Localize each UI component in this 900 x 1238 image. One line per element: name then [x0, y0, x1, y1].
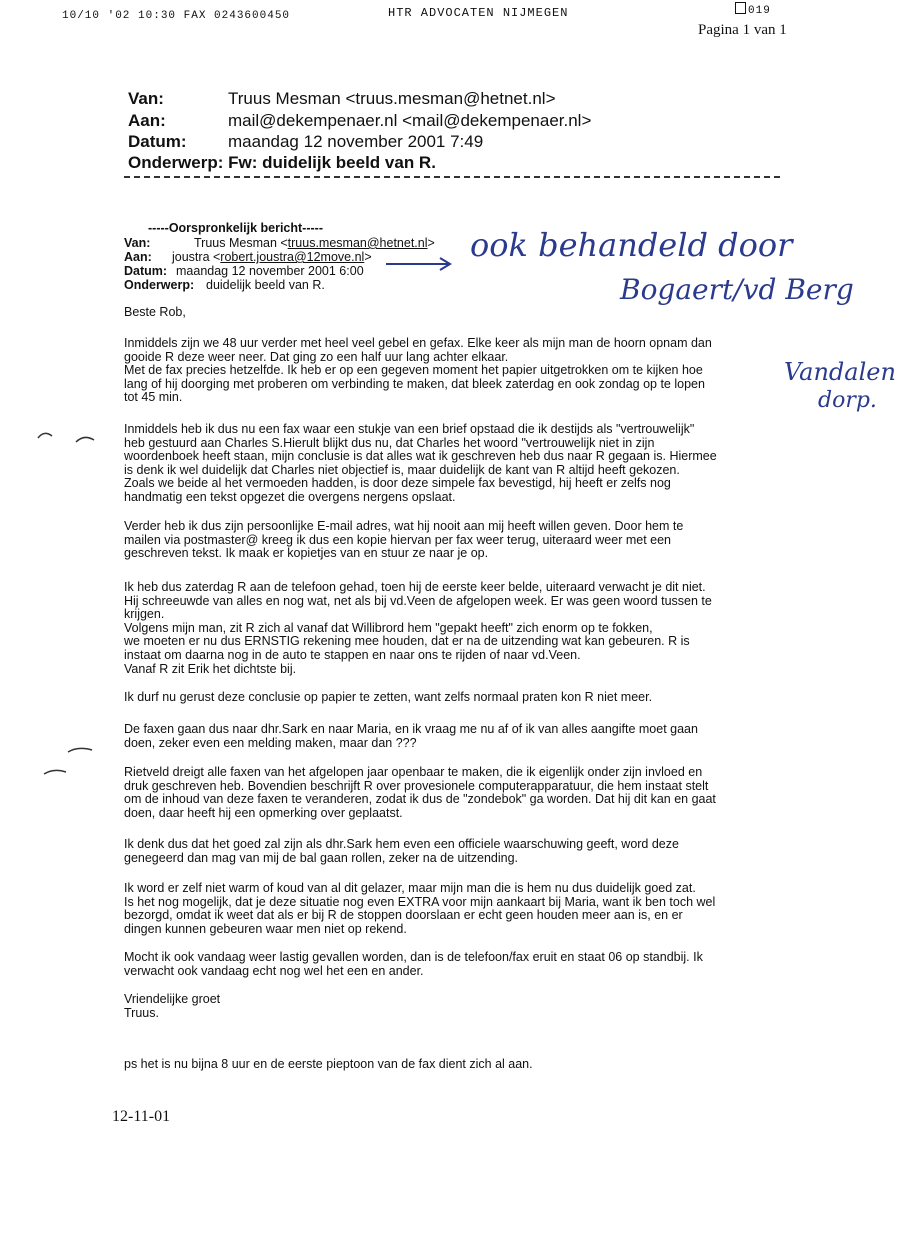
email-subject: Onderwerp: Fw: duidelijk beeld van R. — [128, 153, 436, 172]
paragraph-line: woordenboek heeft staan, mijn conclusie is dat alles wat ik geschreven heb dus naar R gegaan is. Hiermee — [124, 449, 717, 464]
paragraph-6 — [124, 723, 784, 750]
paragraph-line: Met de fax precies hetzelfde. Ik heb er op een gegeven moment het papier uitgetrokken om te kijken hoe — [124, 363, 703, 378]
original-from-end: > — [427, 236, 435, 250]
original-from — [194, 236, 435, 250]
paragraph-8 — [124, 838, 784, 865]
greeting — [124, 306, 784, 320]
postscript — [124, 1058, 784, 1072]
paragraph-1 — [124, 337, 784, 405]
fax-sender: HTR ADVOCATEN NIJMEGEN — [388, 6, 569, 20]
fax-page-number — [735, 2, 771, 17]
paragraph-line: Inmiddels zijn we 48 uur verder met heel veel gebel en gefax. Elke keer als mijn man de hoorn opnam dan — [124, 336, 712, 350]
margin-mark-icon — [66, 744, 96, 758]
paragraph-line: Ik heb dus zaterdag R aan de telefoon gehad, toen hij de eerste keer belde, uiteraard verwacht je dit niet. — [124, 580, 706, 594]
paragraph-3 — [124, 520, 784, 561]
original-to-name: joustra < — [172, 250, 221, 264]
paragraph-line: Zoals we beide al het vermoeden hadden, is door deze simpele fax bevestigd, hij heeft er zelfs nog — [124, 476, 671, 491]
paragraph-line: Is het nog mogelijk, dat je deze situatie nog even EXTRA voor mijn aankaart bij Maria, want ik ben toch wel — [124, 894, 716, 909]
paragraph-line: instaat om daarna nog in de auto te stappen en naar ons te rijden of naar vd.Veen. — [124, 647, 581, 662]
margin-mark-icon — [36, 426, 96, 450]
paragraph-line: verwacht ook vandaag echt nog wel het een en ander. — [124, 963, 424, 978]
handwritten-note-3: Vandalen — [784, 358, 896, 386]
header-divider — [124, 176, 780, 178]
closing — [124, 993, 784, 1020]
postscript-text: ps het is nu bijna 8 uur en de eerste pieptoon van de fax dient zich al aan. — [124, 1057, 533, 1071]
paragraph-line: mailen via postmaster@ kreeg ik dus een kopie hiervan per fax weer terug, uiteraard weer met een — [124, 532, 671, 547]
paragraph-10 — [124, 951, 784, 978]
paragraph-line: Vanaf R zit Erik het dichtste bij. — [124, 661, 297, 676]
signature: Truus. — [124, 1005, 159, 1020]
paragraph-2 — [124, 423, 784, 505]
fax-page-number-text: 019 — [748, 5, 771, 17]
paragraph-line: Hij schreeuwde van alles en nog wat, net als bij vd.Veen de afgelopen week. Er was geen woord tussen te — [124, 593, 712, 608]
paragraph-line: Ik word er zelf niet warm of koud van al dit gelazer, maar mijn man die is hem nu dus duidelijk goed zat. — [124, 881, 696, 895]
paragraph-line: Volgens mijn man, zit R zich al vanaf dat Willibrord hem "gepakt heeft" zich enorm op te fokken, — [124, 620, 653, 635]
paragraph-9 — [124, 882, 784, 936]
paragraph-line: krijgen. — [124, 607, 165, 622]
paragraph-4 — [124, 581, 784, 676]
paragraph-line: genegeerd dan mag van mij de bal gaan rollen, zeker na de uitzending. — [124, 850, 519, 865]
original-to-email-link[interactable]: robert.joustra@12move.nl — [220, 250, 365, 264]
greeting-text: Beste Rob, — [124, 305, 186, 319]
paragraph-line: bezorgd, omdat ik weet dat als er bij R de stoppen doorslaan er echt geen houden meer aan is, en er — [124, 908, 683, 923]
email-to: mail@dekempenaer.nl <mail@dekempenaer.nl> — [228, 111, 592, 130]
paragraph-line: geschreven tekst. Ik maak er kopietjes van en stuur ze naar je op. — [124, 546, 489, 561]
original-from-label: Van: — [124, 236, 151, 250]
original-to-label: Aan: — [124, 250, 152, 264]
paragraph-line: tot 45 min. — [124, 390, 183, 405]
arrow-icon — [384, 256, 456, 272]
email-from-label: Van: — [128, 89, 164, 108]
paragraph-line: Mocht ik ook vandaag weer lastig gevallen worden, dan is de telefoon/fax eruit en staat 06 op standbij. Ik — [124, 950, 703, 964]
email-date: maandag 12 november 2001 7:49 — [228, 132, 484, 151]
handwritten-note-4: dorp. — [818, 388, 877, 413]
original-from-email-link[interactable]: truus.mesman@hetnet.nl — [287, 236, 428, 250]
paragraph-line: druk geschreven heb. Bovendien beschrijft R over provesionele computerapparatuur, die hem instaat stelt — [124, 778, 709, 793]
original-message-title: -----Oorspronkelijk bericht----- — [148, 221, 323, 235]
paragraph-line: De faxen gaan dus naar dhr.Sark en naar Maria, en ik vraag me nu af of ik van alles aangifte moet gaan — [124, 722, 698, 736]
paragraph-7 — [124, 766, 784, 820]
original-to — [172, 250, 372, 264]
paragraph-line: Ik durf nu gerust deze conclusie op papier te zetten, want zelfs normaal praten kon R niet meer. — [124, 690, 653, 704]
paragraph-line: gooide R deze weer neer. Dat ging zo een half uur lang achter elkaar. — [124, 349, 509, 364]
closing-text: Vriendelijke groet — [124, 992, 221, 1006]
original-date-label: Datum: — [124, 264, 168, 278]
original-subject: duidelijk beeld van R. — [206, 278, 325, 292]
paragraph-line: doen, zeker even een melding maken, maar dan ??? — [124, 735, 417, 750]
paragraph-5 — [124, 691, 784, 705]
paragraph-line: doen, daar heeft hij een opmerking over geplaatst. — [124, 805, 403, 820]
email-from: Truus Mesman <truus.mesman@hetnet.nl> — [228, 89, 556, 108]
paragraph-line: lang of hij doorging met proberen om verbinding te maken, dat bleek zaterdag en ook zondag op te lopen — [124, 376, 705, 391]
email-to-label: Aan: — [128, 111, 166, 130]
fax-page-icon — [735, 2, 746, 14]
paragraph-line: dingen kunnen gebeuren waar men niet op rekend. — [124, 921, 407, 936]
email-date-label: Datum: — [128, 132, 187, 151]
handwritten-note-2: Bogaert/vd Berg — [620, 273, 854, 306]
original-from-name: Truus Mesman < — [194, 236, 288, 250]
margin-mark-icon — [42, 764, 72, 778]
paragraph-line: is denk ik wel duidelijk dat Charles niet objectief is, maar duidelijk de kant van R altijd heeft gekozen. — [124, 462, 680, 477]
paragraph-line: Rietveld dreigt alle faxen van het afgelopen jaar openbaar te maken, die ik eigenlijk onder zijn invloed en — [124, 765, 703, 779]
original-subject-label: Onderwerp: — [124, 278, 195, 292]
page-counter: Pagina 1 van 1 — [698, 22, 787, 38]
paragraph-line: we moeten er nu dus ERNSTIG rekening mee houden, dat er na de uitzending wat kan gebeuren. R is — [124, 634, 690, 649]
paragraph-line: Ik denk dus dat het goed zal zijn als dhr.Sark hem even een officiele waarschuwing geeft, word deze — [124, 837, 679, 851]
paragraph-line: handmatig een tekst opgezet die overgens nergens opslaat. — [124, 489, 456, 504]
handwritten-date: 12-11-01 — [112, 1108, 171, 1125]
fax-datetime: 10/10 '02 10:30 FAX 0243600450 — [62, 10, 291, 22]
paragraph-line: Inmiddels heb ik dus nu een fax waar een stukje van een brief opstaad die ik destijds als "vertrouwelijk" — [124, 422, 695, 436]
handwritten-note-1: ook behandeld door — [470, 226, 793, 264]
paragraph-line: om de inhoud van deze faxen te veranderen, zodat ik dus de "zondebok" ga worden. Dat hij dit kan en gaat — [124, 792, 716, 807]
original-to-end: > — [364, 250, 372, 264]
paragraph-line: heb gestuurd aan Charles S.Hierult blijkt dus nu, dat Charles het woord "vertrouwelijk niet in zijn — [124, 435, 655, 450]
original-date: maandag 12 november 2001 6:00 — [176, 264, 364, 278]
paragraph-line: Verder heb ik dus zijn persoonlijke E-mail adres, wat hij nooit aan mij heeft willen geven. Door hem te — [124, 519, 684, 533]
